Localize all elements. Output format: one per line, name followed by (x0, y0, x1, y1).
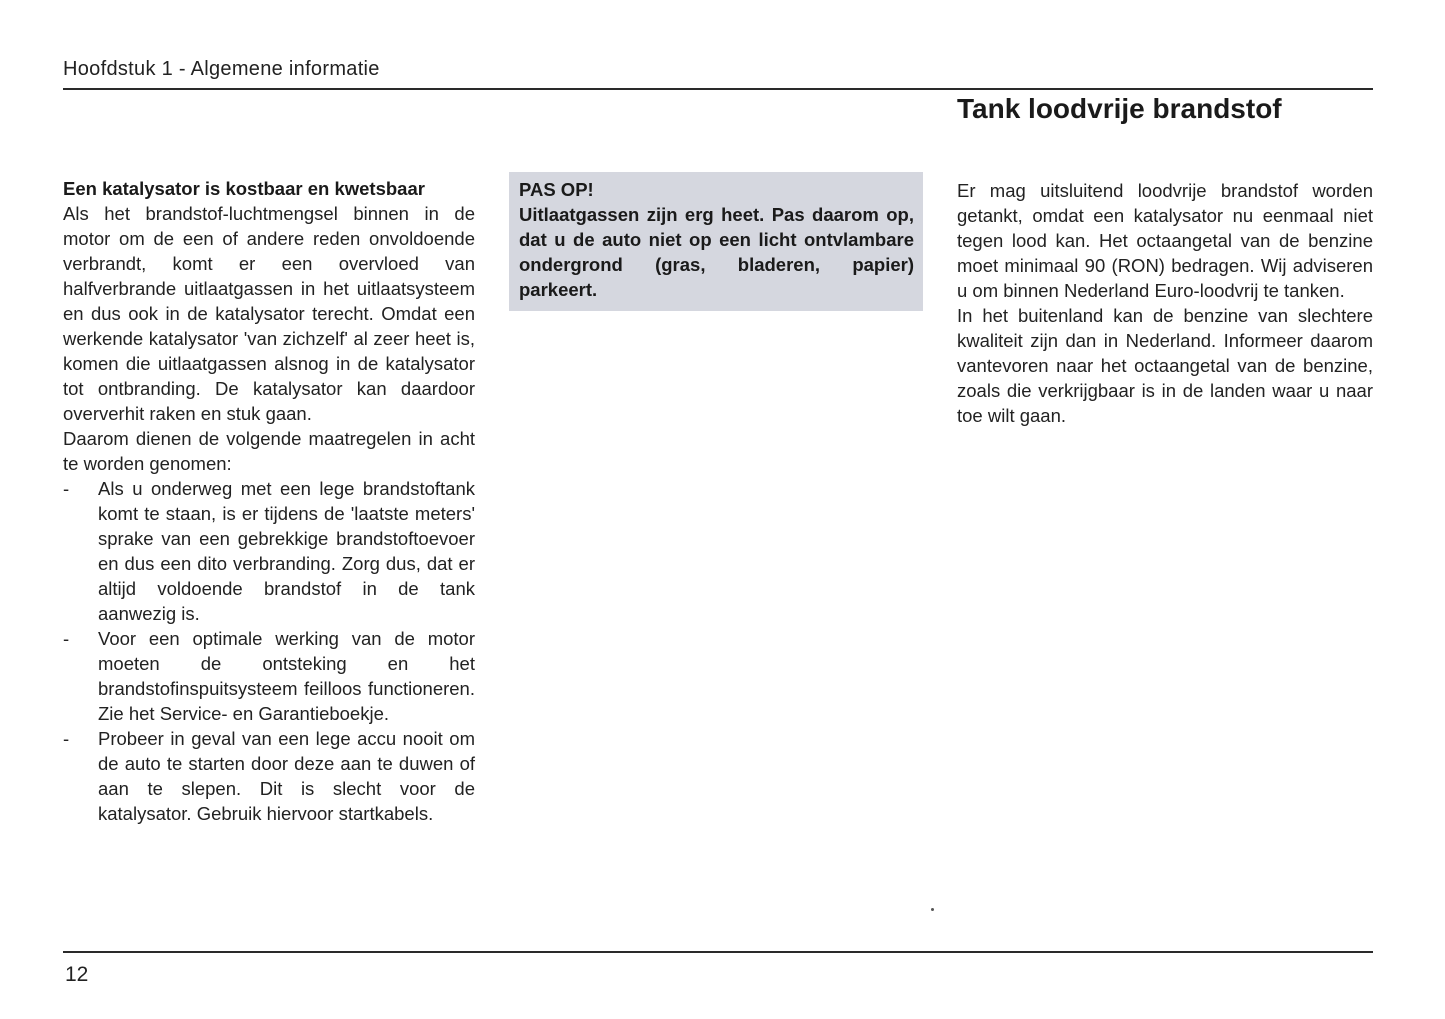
bullet-dash: - (63, 478, 70, 499)
footer-rule (63, 951, 1373, 953)
warning-box (509, 172, 923, 311)
abroad-paragraph: In het buitenland kan de benzine van slechtere kwaliteit zijn dan in Nederland. Informeer daarom vantevoren naar het octaangetal van de benzine, zoals die verkrijgbaar is in de landen waar u naar toe wilt gaan. (957, 305, 1373, 426)
measures-list (63, 476, 475, 826)
page-number: 12 (65, 963, 89, 986)
left-column-heading: Een katalysator is kostbaar en kwetsbaar (63, 178, 425, 199)
lead-in-paragraph: Daarom dienen de volgende maatregelen in acht te worden genomen: (63, 428, 475, 474)
list-item-text: Voor een optimale werking van de motor moeten de ontsteking en het brandstofinspuitsysteem feilloos functioneren. Zie het Service- en Garantieboekje. (98, 628, 475, 724)
list-item-text: Probeer in geval van een lege accu nooit om de auto te starten door deze aan te duwen of aan te slepen. Dit is slecht voor de katalysator. Gebruik hiervoor startkabels. (98, 728, 475, 824)
right-column (957, 178, 1373, 428)
header-rule (63, 88, 1373, 90)
list-item (63, 626, 475, 726)
section-title: Tank loodvrije brandstof (957, 93, 1282, 124)
list-item (63, 726, 475, 826)
bullet-dash: - (63, 628, 70, 649)
list-item (63, 476, 475, 626)
list-item-text: Als u onderweg met een lege brandstoftank komt te staan, is er tijdens de 'laatste meters' sprake van een gebrekkige brandstoftoevoer en dus een dito verbranding. Zorg dus, dat er altijd voldoende brandstof in de tank aanwezig is. (98, 478, 475, 624)
intro-paragraph: Als het brandstof-luchtmengsel binnen in de motor om de een of andere reden onvoldoende verbrandt, komt er een overvloed van halfverbrande uitlaatgassen in het uitlaatsysteem en dus ook in de katalysator terecht. Omdat een werkende katalysator 'van zichzelf' al zeer heet is, komen die uitlaatgassen alsnog in de katalysator tot ontbranding. De katalysator kan daardoor oververhit raken en stuk gaan. (63, 203, 475, 424)
chapter-header: Hoofdstuk 1 - Algemene informatie (63, 58, 380, 80)
warning-text: Uitlaatgassen zijn erg heet. Pas daarom op, dat u de auto niet op een licht ontvlambare ondergrond (gras, bladeren, papier) parkeert. (519, 204, 914, 300)
warning-title: PAS OP! (519, 179, 594, 200)
left-column (63, 176, 475, 826)
scan-speck (931, 908, 934, 911)
bullet-dash: - (63, 728, 70, 749)
fuel-paragraph: Er mag uitsluitend loodvrije brandstof worden getankt, omdat een katalysator nu eenmaal niet tegen lood kan. Het octaangetal van de benzine moet minimaal 90 (RON) bedragen. Wij adviseren u om binnen Nederland Euro-loodvrij te tanken. (957, 180, 1373, 301)
